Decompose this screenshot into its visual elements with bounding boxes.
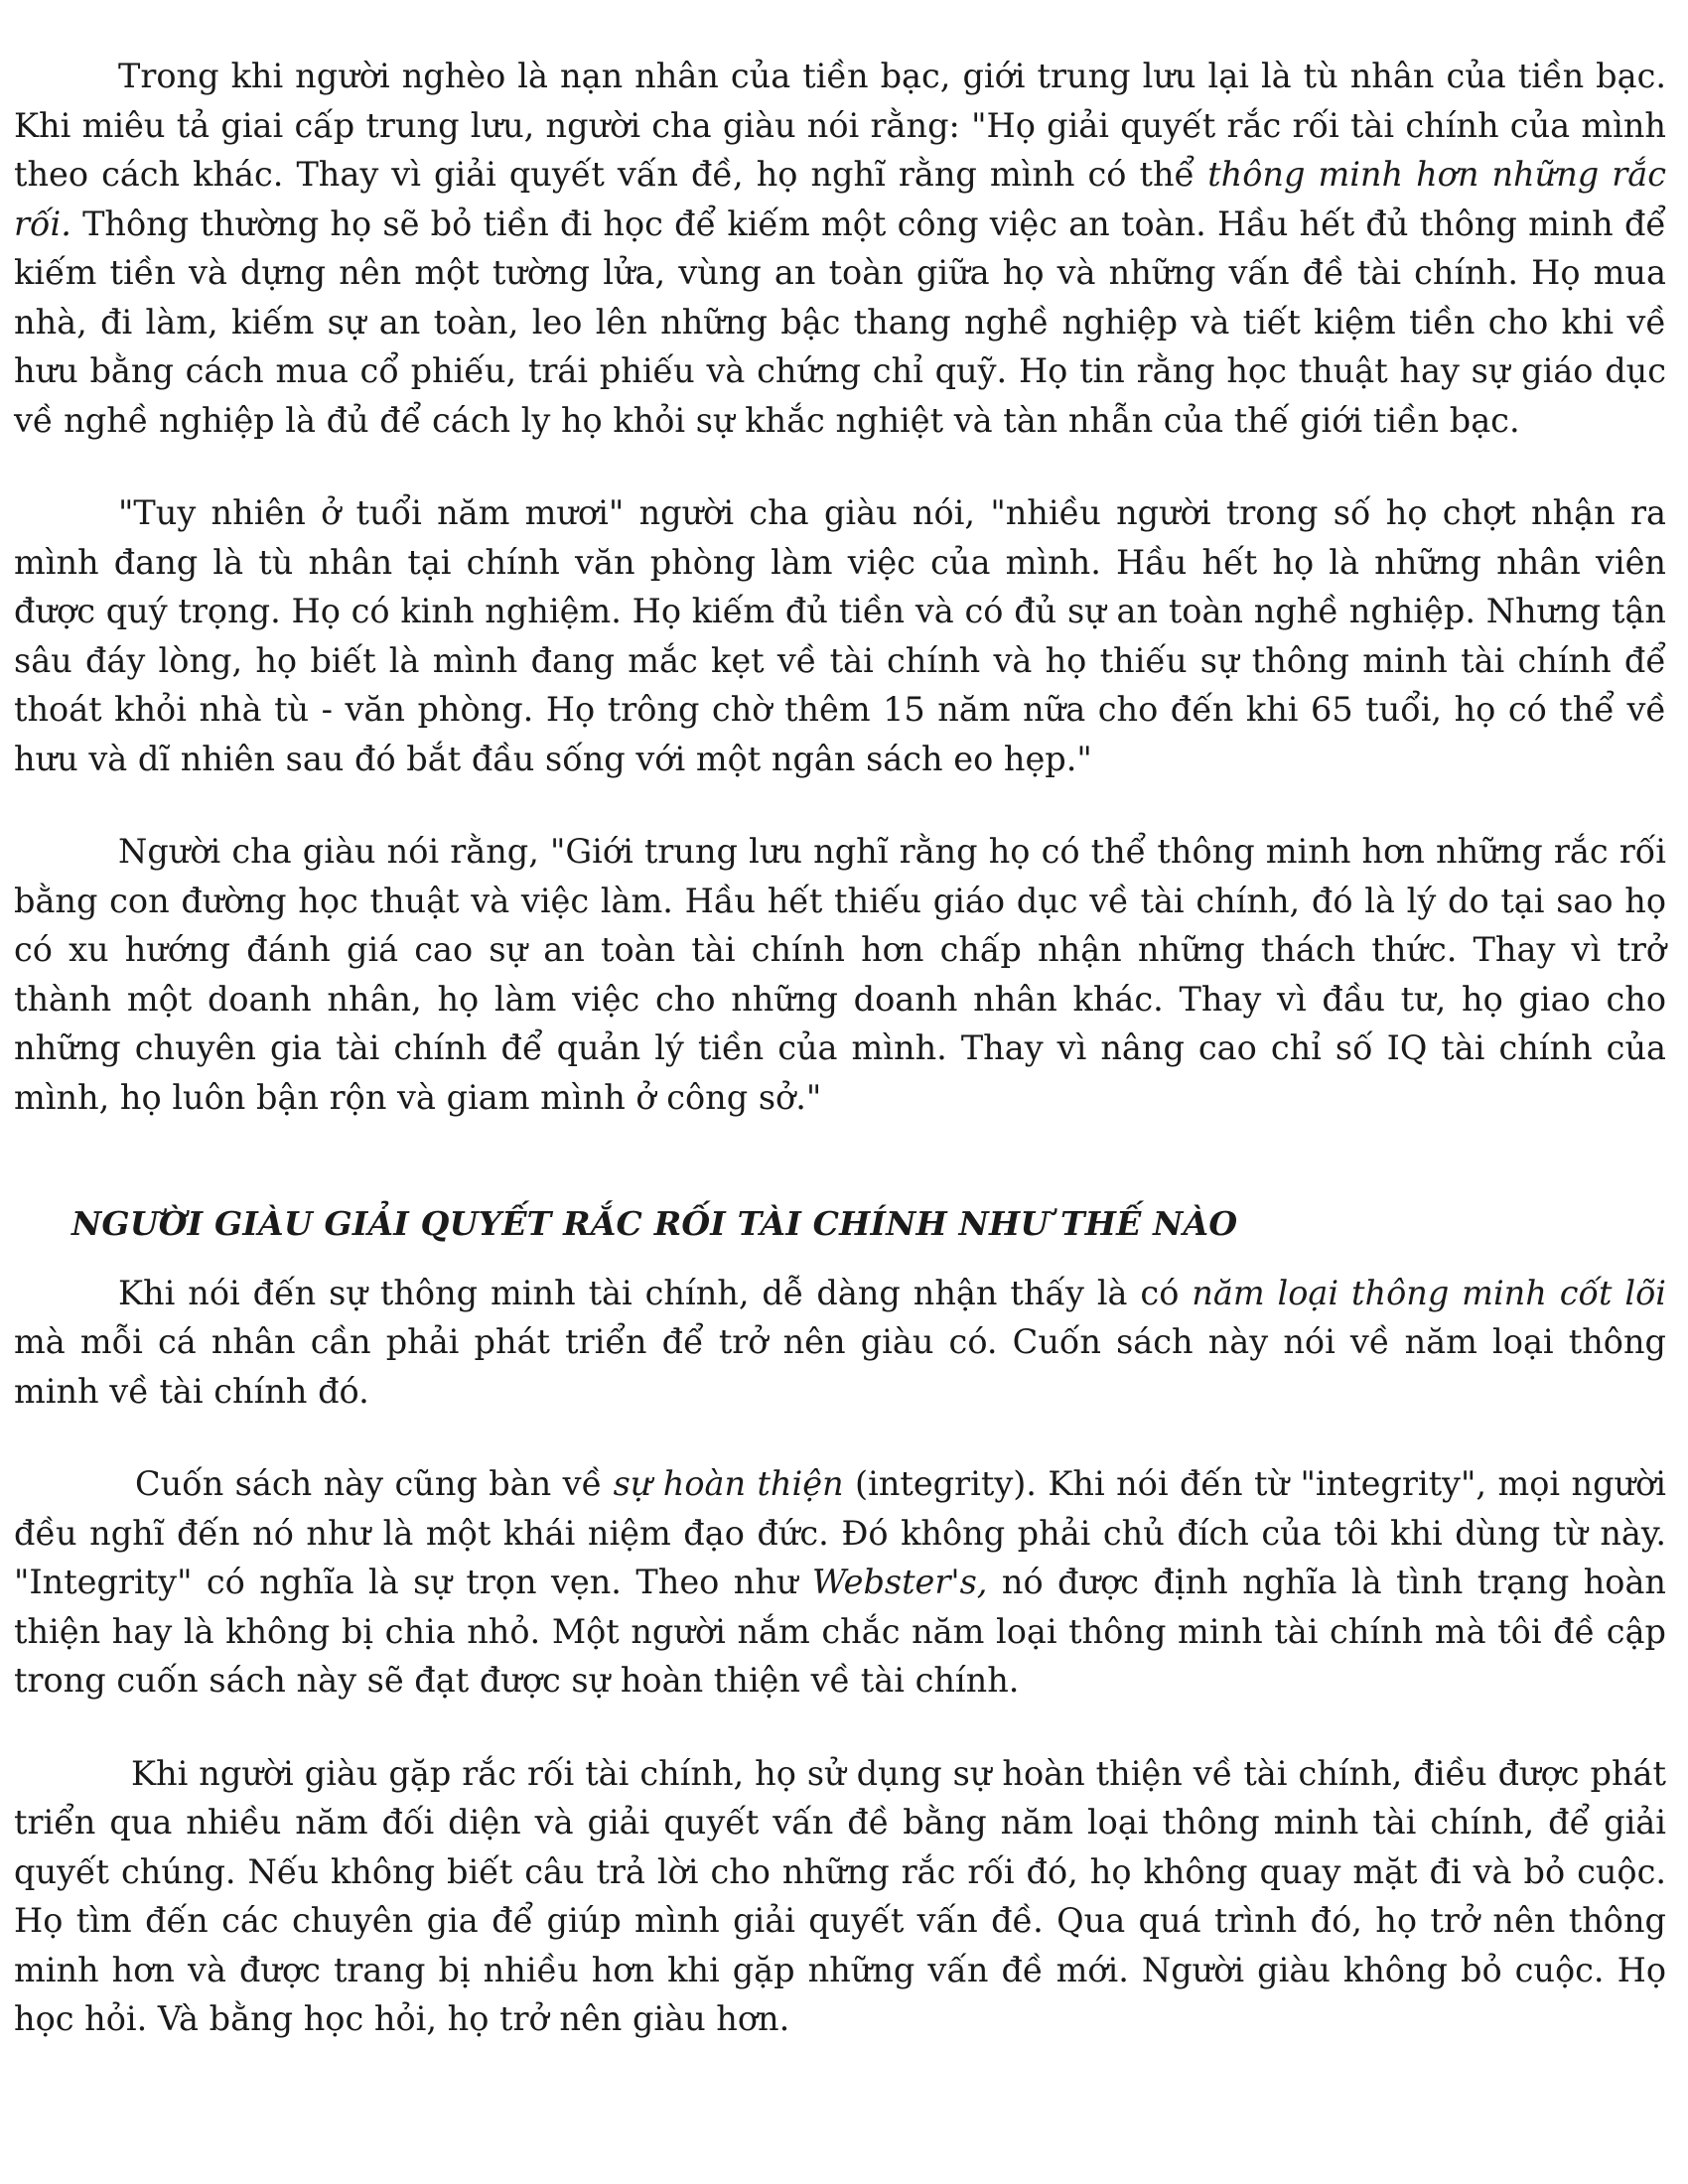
paragraph-five-intelligences bbox=[14, 1269, 1666, 1417]
emphasis-text: thông minh hơn những rắc rối. bbox=[14, 155, 1666, 243]
paragraph-middle-class-prisoners bbox=[14, 52, 1666, 445]
emphasis-text: Webster's, bbox=[811, 1563, 988, 1601]
emphasis-text: năm loại thông minh cốt lõi bbox=[1192, 1273, 1666, 1312]
paragraph-middle-class-outsmart bbox=[14, 827, 1666, 1122]
emphasis-text: sự hoàn thiện bbox=[613, 1464, 844, 1503]
paragraph-text: mà mỗi cá nhân cần phải phát triển để trở nên giàu có. Cuốn sách này nói về năm loại thông minh về tài chính đó. bbox=[14, 1322, 1666, 1411]
paragraph-text: "Tuy nhiên ở tuổi năm mươi" người cha giàu nói, "nhiều người trong số họ chợt nhận ra mình đang là tù nhân tại chính văn phòng làm việc của mình. Hầu hết họ là những nhân viên được quý trọng. Họ có kinh nghiệm. Họ kiếm đủ tiền và có đủ sự an toàn nghề nghiệp. Nhưng tận sâu đáy lòng, họ biết là mình đang mắc kẹt về tài chính và họ thiếu sự thông minh tài chính để thoát khỏi nhà tù - văn phòng. Họ trông chờ thêm 15 năm nữa cho đến khi 65 tuổi, họ có thể về hưu và dĩ nhiên sau đó bắt đầu sống với một ngân sách eo hẹp." bbox=[14, 493, 1666, 778]
paragraph-text: Người cha giàu nói rằng, "Giới trung lưu nghĩ rằng họ có thể thông minh hơn những rắc rối bằng con đường học thuật và việc làm. Hầu hết thiếu giáo dục về tài chính, đó là lý do tại sao họ có xu hướng đánh giá cao sự an toàn tài chính hơn chấp nhận những thách thức. Thay vì trở thành một doanh nhân, họ làm việc cho những doanh nhân khác. Thay vì đầu tư, họ giao cho những chuyên gia tài chính để quản lý tiền của mình. Thay vì nâng cao chỉ số IQ tài chính của mình, họ luôn bận rộn và giam mình ở công sở." bbox=[14, 832, 1666, 1117]
paragraph-rich-learn bbox=[14, 1749, 1666, 2044]
paragraph-text: Cuốn sách này cũng bàn về bbox=[135, 1464, 614, 1503]
section-heading: NGƯỜI GIÀU GIẢI QUYẾT RẮC RỐI TÀI CHÍNH NHƯ THẾ NÀO bbox=[71, 1204, 1238, 1243]
paragraph-text: nó được định nghĩa là tình trạng hoàn thiện hay là không bị chia nhỏ. Một người nắm chắc năm loại thông minh tài chính mà tôi đề cập trong cuốn sách này sẽ đạt được sự hoàn thiện về tài chính. bbox=[14, 1563, 1666, 1700]
paragraph-text: Trong khi người nghèo là nạn nhân của tiền bạc, giới trung lưu lại là tù nhân của tiền bạc. Khi miêu tả giai cấp trung lưu, người cha giàu nói rằng: "Họ giải quyết rắc rối tài chính của mình theo cách khác. Thay vì giải quyết vấn đề, họ nghĩ rằng mình có thể bbox=[14, 57, 1666, 194]
paragraph-integrity bbox=[14, 1459, 1666, 1706]
paragraph-text: Thông thường họ sẽ bỏ tiền đi học để kiếm một công việc an toàn. Hầu hết đủ thông minh để kiếm tiền và dựng nên một tường lửa, vùng an toàn giữa họ và những vấn đề tài chính. Họ mua nhà, đi làm, kiếm sự an toàn, leo lên những bậc thang nghề nghiệp và tiết kiệm tiền cho khi về hưu bằng cách mua cổ phiếu, trái phiếu và chứng chỉ quỹ. Họ tin rằng học thuật hay sự giáo dục về nghề nghiệp là đủ để cách ly họ khỏi sự khắc nghiệt và tàn nhẫn của thế giới tiền bạc. bbox=[14, 204, 1666, 440]
paragraph-text: Khi người giàu gặp rắc rối tài chính, họ sử dụng sự hoàn thiện về tài chính, điều được phát triển qua nhiều năm đối diện và giải quyết vấn đề bằng năm loại thông minh tài chính, để giải quyết chúng. Nếu không biết câu trả lời cho những rắc rối đó, họ không quay mặt đi và bỏ cuộc. Họ tìm đến các chuyên gia để giúp mình giải quyết vấn đề. Qua quá trình đó, họ trở nên thông minh hơn và được trang bị nhiều hơn khi gặp những vấn đề mới. Người giàu không bỏ cuộc. Họ học hỏi. Và bằng học hỏi, họ trở nên giàu hơn. bbox=[14, 1753, 1666, 2038]
paragraph-text: (integrity). Khi nói đến từ "integrity", mọi người đều nghĩ đến nó như là một khái niệm đạo đức. Đó không phải chủ đích của tôi khi dùng từ này. "Integrity" có nghĩa là sự trọn vẹn. Theo như bbox=[14, 1464, 1666, 1601]
paragraph-age-fifty bbox=[14, 488, 1666, 783]
paragraph-text: Khi nói đến sự thông minh tài chính, dễ dàng nhận thấy là có bbox=[118, 1273, 1193, 1312]
